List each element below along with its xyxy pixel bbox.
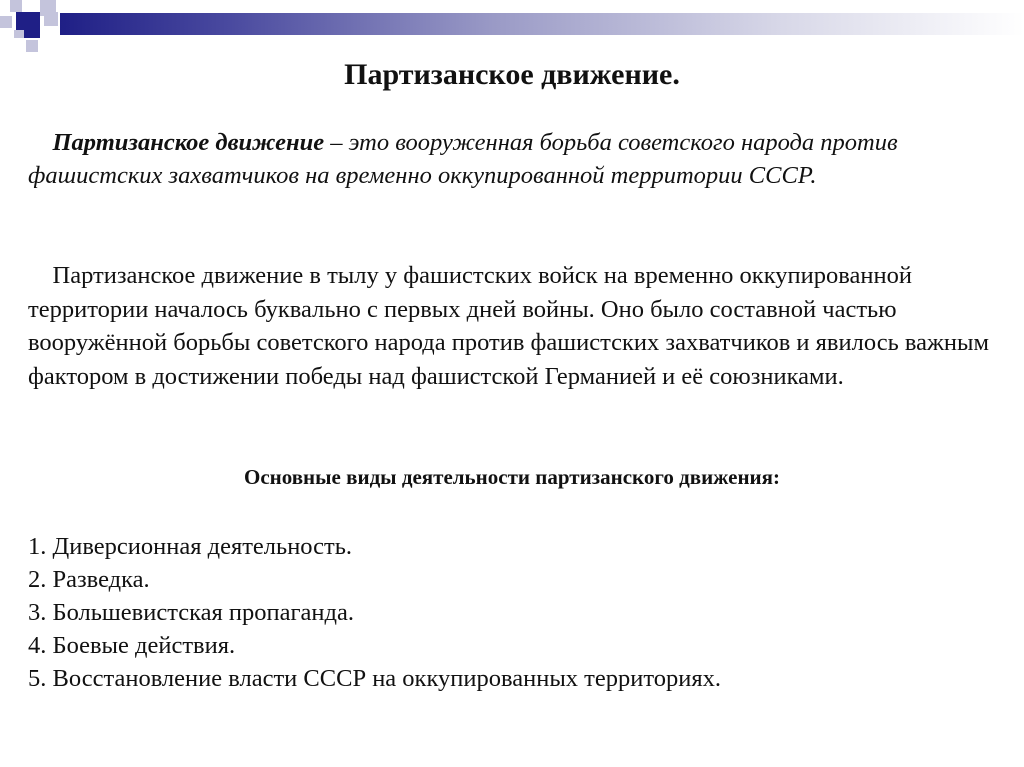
list-item: 3. Большевистская пропаганда. — [28, 599, 354, 626]
definition-paragraph — [28, 126, 1018, 192]
list-item: 1. Диверсионная деятельность. — [28, 533, 353, 560]
list-item: 2. Разведка. — [28, 566, 150, 593]
definition-text: – это вооруженная борьба советского народа против фашистских захватчиков на временно оккупированной территории СССР. — [28, 129, 898, 189]
history-paragraph — [28, 259, 1018, 393]
deco-square — [26, 40, 38, 52]
gradient-bar — [60, 13, 1024, 35]
deco-square — [14, 30, 24, 38]
slide-title: Партизанское движение. — [344, 58, 680, 91]
deco-square — [0, 16, 12, 28]
list-item: 5. Восстановление власти СССР на оккупированных территориях. — [28, 665, 721, 692]
list-item: 4. Боевые действия. — [28, 632, 236, 659]
definition-term: Партизанское движение — [52, 129, 325, 156]
header-decoration — [0, 0, 1024, 60]
activities-heading: Основные виды деятельности партизанского движения: — [243, 465, 780, 489]
deco-square — [10, 0, 22, 12]
history-text: Партизанское движение в тылу у фашистских войск на временно оккупированной территории началось буквально с первых дней войны. Оно было составной частью вооружённой борьбы советского народа против фашистских захватчиков и явилось важным фактором в достижении победы над фашистской Германией и её союзниками. — [28, 262, 989, 390]
activities-list — [28, 530, 1018, 695]
deco-square — [44, 12, 58, 26]
